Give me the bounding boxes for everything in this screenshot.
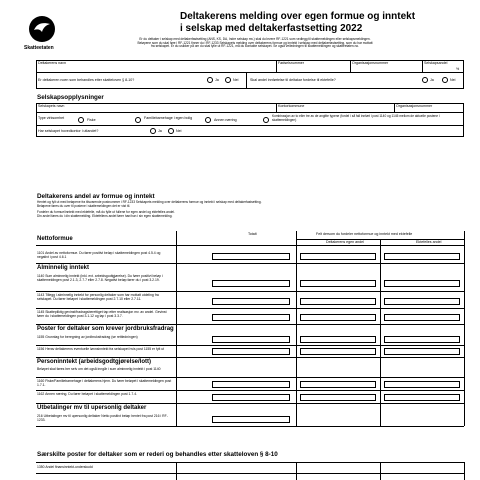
radio-nei[interactable]	[225, 77, 231, 83]
row-text: Skattepliktig gevinst/fradragsberettiget tap etter realisasjon mv. av andel. Gevinst fører du i skattemeldingen post 3.1.12 og tap i post 3.3.7.	[37, 310, 167, 318]
radio-ja[interactable]	[207, 77, 213, 83]
radio-kombinasjon[interactable]	[263, 117, 269, 123]
type-virksomhet-label: Type virksomhet	[38, 116, 65, 120]
radio-nei[interactable]	[442, 77, 448, 83]
row-text: Herav deltakerens eventuelle lønnsinntekt fra selskapet hvis post 1155 er fylt ut	[45, 347, 165, 351]
section-deltakerens-andel: Deltakerens andel av formue og inntekt	[37, 193, 155, 200]
page-title	[180, 11, 480, 35]
row-text: Utbetalinger mv til upersonlig deltaker Netto positivt beløp hentet fra post 216 i RF-1233.	[37, 414, 168, 422]
andel-instructions	[37, 201, 467, 219]
amount-input[interactable]	[212, 253, 290, 260]
radio-nei-label: Nei	[450, 78, 456, 82]
row-num: 1156	[37, 347, 45, 351]
title-line-1: Deltakerens melding over egen formue og inntekt	[180, 11, 416, 22]
section-selskapsopplysninger: Selskapsopplysninger	[37, 94, 104, 101]
amount-input[interactable]	[300, 394, 376, 401]
radio-nei-label: Nei	[233, 78, 239, 82]
deltaker-name-label: Deltakerens navn	[38, 61, 66, 65]
section-upersonlig-deltaker: Utbetalinger mv til upersonlig deltaker	[37, 405, 147, 411]
section-alminnelig-inntekt: Alminnelig inntekt	[37, 265, 90, 271]
col-egen-header: Deltakerens egen andel	[326, 240, 364, 244]
amount-input[interactable]	[300, 314, 376, 321]
section-personinntekt: Personinntekt (arbeidsgodtgjørelse/lott)	[37, 359, 152, 365]
table-row	[37, 274, 172, 282]
col-fordeling-header: Felt dersom du fordeler nettoformue og inntekt med ektefelle	[316, 232, 413, 236]
row-text: Andel av nettoformue. Du fører positivt beløp i skattemeldingen post 4.5.4 og negativt i post 4.6.1	[37, 251, 161, 259]
radio-ja[interactable]	[422, 77, 428, 83]
logo-text: Skatteetaten	[24, 45, 54, 51]
amount-input[interactable]	[212, 381, 290, 388]
col-ektefelle-header: Ektefelles andel	[416, 240, 442, 244]
table-row	[37, 310, 172, 318]
table-row	[37, 465, 237, 469]
section-nettoformue: Nettoformue	[37, 236, 73, 242]
section-saerskilte-poster: Særskilte poster for deltaker som er rederi og behandles etter skatteloven § 8-10	[37, 451, 278, 458]
row-num: 1162	[37, 392, 45, 396]
kombinasjon-text: Kombinasjon av to eller tre av de angitte typene (fordel i så fall innført i post 1140 og 1145 mellom de aktuelle postene i skattemeldingen)	[272, 114, 440, 122]
intro-line: Beløpene som du skal føre i RF-1221 finner du i RF-1233 Selskapets melding over deltakerens formue og inntekt i selskap med deltakerfastsetting, som du har mottatt	[137, 40, 373, 45]
selskap-orgnr-label: Organisasjonsnummer	[396, 104, 433, 108]
amount-input[interactable]	[384, 348, 460, 355]
amount-input[interactable]	[384, 298, 460, 305]
table-row	[37, 293, 172, 301]
intro-line: Er du deltaker i selskap med deltakerfastsetting (ANS, KS, DA, Indre selskap mv.) skal du levere RF-1221 som vedlegg til skattemeldingen eller selskapsmeldingen.	[139, 37, 371, 41]
hovedkontor-question: Har selskapet hovedkontor i utlandet?	[38, 129, 99, 133]
amount-input[interactable]	[384, 381, 460, 388]
row-text: Fiske/Familiebarnehage i deltakerens hjem. Du fører beløpet i skattemeldingen post 1.7.1.	[37, 379, 172, 387]
amount-input[interactable]	[212, 280, 290, 287]
andel-text: Din andel føres du i din skattemelding. Ektefellens andel fører han/hun i sin egen skattemelding.	[37, 214, 173, 219]
row-text: Sum alminnelig inntekt (inkl. evt. arbeidsgodtgjørelse). Du fører positivt beløp i skattemeldingen post 2.1.3, 2.7.7 eller 2.7.8. Negativt beløp fører du i post 3.2.19.	[37, 274, 163, 282]
amount-input[interactable]	[300, 298, 376, 305]
table-row	[37, 347, 172, 351]
amount-input[interactable]	[212, 298, 290, 305]
radio-familiebarnehage[interactable]	[135, 117, 141, 123]
type-familiebarnehage-label: Familiebarnehage i egen bolig	[144, 116, 193, 120]
row-text: Grunnlag for beregning av jordbruksfradrag (se rettledningen)	[45, 335, 138, 339]
table-row	[37, 251, 172, 259]
amount-input[interactable]	[212, 416, 290, 423]
table-row	[37, 392, 172, 396]
fodselsnummer-label: Fødselsnummer	[278, 61, 304, 65]
kontorkommune-label: Kontorkommune	[278, 104, 305, 108]
percent-sign: %	[456, 67, 460, 71]
table-row	[37, 414, 172, 422]
col-totalt-header: Totalt	[248, 232, 257, 236]
row-num: 1140	[37, 274, 45, 278]
selskap-name-label: Selskapets navn	[38, 104, 65, 108]
amount-input[interactable]	[300, 336, 376, 343]
amount-input[interactable]	[212, 336, 290, 343]
table-row	[37, 335, 172, 339]
row-num: 1101	[37, 251, 45, 255]
row-num: 1143	[37, 293, 45, 297]
row-text: Andel finansinntekt-underskudd	[45, 465, 93, 469]
andel-text: Fordeler du formue/inntekt med ektefelle, må du fylle ut fullene for egen andel og ektefelles andel.	[37, 210, 175, 215]
radio-fiske[interactable]	[78, 117, 84, 123]
amount-input[interactable]	[212, 314, 290, 321]
section-jordbruksfradrag: Poster for deltaker som krever jordbruksfradrag	[37, 326, 174, 332]
radio-ja-label: Ja	[158, 129, 162, 133]
amount-input[interactable]	[384, 253, 460, 260]
row-num: 1155	[37, 335, 45, 339]
radio-ja-label: Ja	[430, 78, 434, 82]
title-line-2: i selskap med deltakerfastsetting 2022	[180, 23, 363, 34]
andel-text: Hentet og fylt ut med beløpene fra tilsvarende postnummer i RF-1233 Selskapets melding over deltakerens formue og inntekt i selskap med deltakerfastsetting.	[37, 200, 262, 204]
radio-nei[interactable]	[168, 128, 174, 134]
amount-input[interactable]	[212, 394, 290, 401]
question-8-10: Er deltakeren noen som behandles etter skatteloven § 8-10?	[38, 78, 135, 82]
row-num: 216	[37, 414, 43, 418]
intro-line: fra selskapet. Er du usikker på om du skal fylle ut RF-1221, må du kontakte selskapet. Se også veiledningen til skattemeldingen og skatteetaten.no.	[150, 44, 359, 49]
amount-input[interactable]	[384, 280, 460, 287]
radio-nei-label: Nei	[176, 129, 182, 133]
question-ektefelle: Skal andel innførtelse til deltakar fordelse til ektefelle?	[250, 78, 336, 82]
table-row	[37, 379, 172, 387]
amount-input[interactable]	[384, 336, 460, 343]
amount-input[interactable]	[300, 253, 376, 260]
type-annen-naering-label: Annen næring	[214, 118, 237, 122]
andel-text: Beløpene føres du over til postene i skattemeldingen det er vist til.	[37, 203, 131, 208]
radio-ja-label: Ja	[215, 78, 219, 82]
radio-annen-naering[interactable]	[205, 117, 211, 123]
orgnr-label: Organisasjonsnummer	[352, 61, 389, 65]
row-text: Annen næring. Du fører beløpet i skattemeldingen post 1.7.4.	[45, 392, 138, 396]
row-num: 1350	[37, 465, 45, 469]
selskapsandel-label: Selskapsandel	[424, 61, 448, 65]
amount-input[interactable]	[384, 394, 460, 401]
skatteetaten-logo-icon	[33, 21, 51, 33]
amount-input[interactable]	[300, 280, 376, 287]
amount-input[interactable]	[384, 314, 460, 321]
row-text: Tillegg i alminnelig inntekt for personlig deltaker som har mottatt utdeling fra selskapet. Du fører beløpet i skattemeldingen post 2.7.10 eller 2.7.11.	[37, 293, 159, 301]
amount-input[interactable]	[300, 348, 376, 355]
row-num: 1160	[37, 379, 45, 383]
amount-input[interactable]	[212, 348, 290, 355]
deltaker-info-box	[36, 60, 464, 89]
personinntekt-note: Beløpet skal føres her selv om det også inngår i sum alminnelig inntekt i post 1140	[37, 367, 161, 371]
amount-input[interactable]	[300, 381, 376, 388]
intro-text	[40, 38, 470, 49]
row-num: 1145	[37, 310, 45, 314]
type-fiske-label: Fiske	[87, 118, 96, 122]
radio-ja[interactable]	[150, 128, 156, 134]
